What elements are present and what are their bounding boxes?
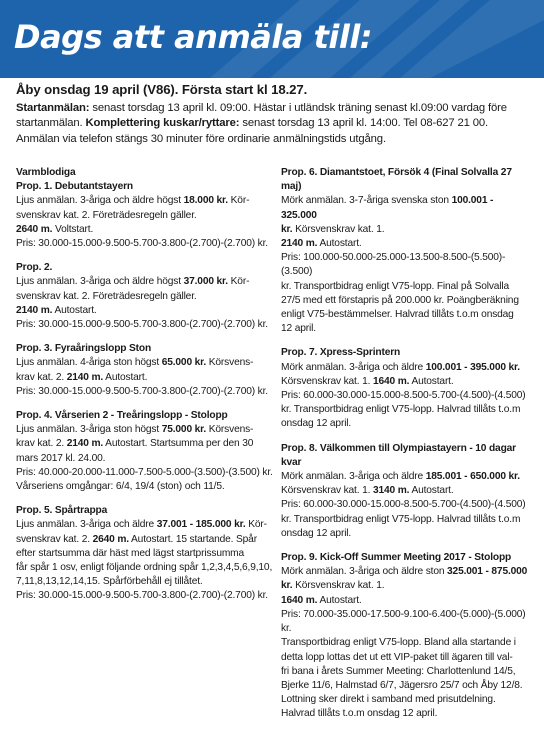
prop-line xyxy=(16,223,274,237)
intro-block xyxy=(16,82,532,147)
prop-line-pre: mars 2017 kl. 24.00. xyxy=(16,452,106,464)
prop-line xyxy=(281,194,531,222)
prop-line-pre: Pris: 30.000-15.000-9.500-5.700-3.800-(2.700)-(2.700) kr. xyxy=(16,385,268,397)
prop-title: Prop. 5. Spårtrappa xyxy=(16,505,108,517)
prop-line-pre: Ljus anmälan. 3-åriga och äldre xyxy=(16,519,157,531)
prop-line xyxy=(16,533,274,547)
prop-line xyxy=(16,209,274,223)
prop-line-bold: kr. xyxy=(281,223,293,235)
prop-title: Prop. 3. Fyraåringslopp Ston xyxy=(16,343,152,355)
race-headline: Åby onsdag 19 april (V86). Första start kl 18.27. xyxy=(16,82,308,97)
prop-line-post: Kör- xyxy=(227,195,250,207)
prop-line-pre: svenskrav kat. 2. xyxy=(16,533,93,545)
prop-line-post: Autostart. xyxy=(103,371,148,383)
prop-line xyxy=(16,437,274,451)
prop-line xyxy=(281,665,531,679)
intro-text xyxy=(16,101,532,147)
prop-title: Prop. 7. Xpress-Sprintern xyxy=(281,347,401,359)
prop-line-pre: Pris: 40.000-20.000-11.000-7.500-5.000-(3.500)-(3.500) kr. xyxy=(16,466,273,478)
prop-line-pre: kr. Transportbidrag enligt V75-lopp. Halvrad tillåts t.o.m xyxy=(281,513,521,525)
prop-line-post: Körsvenskrav kat. 1. xyxy=(292,223,385,235)
left-props xyxy=(16,180,274,603)
start-label: Startanmälan: xyxy=(16,102,90,114)
prop-line-pre: Ljus anmälan. 4-åriga ston högst xyxy=(16,357,162,369)
prop-line-pre: Mörk anmälan. 3-åriga och äldre xyxy=(281,361,426,373)
prop-line xyxy=(16,575,274,589)
race-proposition xyxy=(16,342,274,399)
prop-line-pre: Pris: 30.000-15.000-9.500-5.700-3.800-(2.700)-(2.700) kr. xyxy=(16,238,268,250)
prop-title: Prop. 9. Kick-Off Summer Meeting 2017 - Stolopp xyxy=(281,552,512,564)
prop-line xyxy=(281,579,531,593)
banner-title: Dags att anmäla till: xyxy=(14,18,373,56)
prop-line-bold: 65.000 kr. xyxy=(161,357,207,369)
prop-line-pre: Pris: 60.000-30.000-15.000-8.500-5.700-(4.500)-(4.500) xyxy=(281,499,526,511)
prop-line xyxy=(16,371,274,385)
prop-line-post: Autostart. xyxy=(409,375,454,387)
prop-line xyxy=(281,251,531,279)
prop-line-bold: 2640 m. xyxy=(92,533,129,545)
prop-line-pre: Pris: 100.000-50.000-25.000-13.500-8.500-(5.500)-(3.500) xyxy=(281,252,506,278)
prop-line-pre: Ljus anmälan. 3-åriga ston högst xyxy=(16,424,162,436)
prop-line-pre: Mörk anmälan. 3-7-åriga svenska ston xyxy=(281,195,452,207)
prop-line xyxy=(16,237,274,251)
prop-line-bold: 2140 m. xyxy=(281,238,318,250)
prop-line xyxy=(281,679,531,693)
prop-line xyxy=(16,561,274,575)
prop-line xyxy=(281,498,531,512)
prop-line xyxy=(281,484,531,498)
prop-line xyxy=(16,385,274,399)
prop-line-bold: 2640 m. xyxy=(16,223,53,235)
prop-line-post: Autostart. xyxy=(317,594,362,606)
start-text: senast torsdag 13 april kl. 09:00. Hästar i utländsk träning senast kl.09:00 vardag före startanmälan. xyxy=(16,102,507,130)
prop-line-pre: Bjerke 11/6, Halmstad 6/7, Jägersro 25/7 och Åby 12/8. xyxy=(281,679,523,691)
prop-line-pre: Lottning sker direkt i samband med prisutdelning. xyxy=(281,694,496,706)
title-banner xyxy=(0,0,544,78)
prop-line-pre: 27/5 med ett förstapris på 200.000 kr. Poängberäkning xyxy=(281,294,519,306)
prop-line xyxy=(281,417,531,431)
prop-line xyxy=(281,322,531,336)
prop-line xyxy=(281,651,531,665)
race-proposition xyxy=(281,442,531,541)
prop-title: Prop. 1. Debutantstayern xyxy=(16,181,133,193)
prop-line xyxy=(281,389,531,403)
prop-line xyxy=(281,693,531,707)
race-proposition xyxy=(281,166,531,336)
prop-line-pre: krav kat. 2. xyxy=(16,371,67,383)
prop-line xyxy=(281,565,531,579)
prop-title: Prop. 6. Diamantstoet, Försök 4 (Final Solvalla 27 maj) xyxy=(281,167,512,193)
prop-line-pre: enligt V75-bestämmelser. Halvrad tillåts t.o.m onsdag xyxy=(281,309,514,321)
prop-line-bold: 2140 m. xyxy=(66,371,104,383)
prop-line-bold: 2140 m. xyxy=(16,304,53,316)
prop-line xyxy=(281,308,531,322)
prop-line-bold: 3140 m. xyxy=(372,485,410,497)
prop-line xyxy=(16,194,274,208)
prop-line-bold: 100.001 - 395.000 kr. xyxy=(425,361,520,373)
prop-line-pre: Mörk anmälan. 3-åriga och äldre xyxy=(281,471,426,483)
prop-line-bold: 185.001 - 650.000 kr. xyxy=(425,471,520,483)
race-proposition xyxy=(281,346,531,431)
prop-title: Prop. 2. xyxy=(16,262,53,274)
prop-line-post: Körsvens- xyxy=(206,424,254,436)
prop-line xyxy=(281,361,531,375)
prop-line xyxy=(16,290,274,304)
komp-label: Komplettering kuskar/ryttare: xyxy=(85,117,240,130)
prop-line xyxy=(281,707,531,721)
prop-line-post: Autostart. 15 startande. Spår xyxy=(128,533,257,545)
prop-line xyxy=(16,318,274,332)
prop-line-bold: 1640 m. xyxy=(281,594,318,606)
prop-line xyxy=(281,470,531,484)
race-proposition xyxy=(16,409,274,494)
race-proposition xyxy=(16,504,274,603)
prop-line-bold: 325.001 - 875.000 xyxy=(447,566,528,578)
prop-line xyxy=(281,527,531,541)
prop-line-pre: Mörk anmälan. 3-åriga och äldre ston xyxy=(281,566,448,578)
right-props xyxy=(281,166,531,722)
prop-line xyxy=(16,466,274,480)
race-proposition xyxy=(16,180,274,251)
prop-line xyxy=(16,480,274,494)
komp-text: senast torsdag 13 april kl. 14:00. Tel 08-627 21 00. Anmälan via telefon stängs 30 minuter före ordinarie anmälningstids utgång. xyxy=(16,117,489,145)
right-column xyxy=(281,166,531,732)
prop-line-pre: Körsvenskrav kat. 1. xyxy=(281,485,373,497)
prop-line xyxy=(281,636,531,650)
prop-title: Prop. 8. Välkommen till Olympiastayern - 10 dagar kvar xyxy=(281,442,516,468)
prop-line xyxy=(281,403,531,417)
prop-line-bold: 37.001 - 185.000 kr. xyxy=(156,519,246,531)
prop-line-pre: detta lopp lottas det ut ett VIP-paket till ägaren till val- xyxy=(281,651,513,663)
prop-line-pre: svenskrav kat. 2. Företrädesregeln gäller. xyxy=(16,290,197,302)
prop-line xyxy=(16,518,274,532)
prop-line xyxy=(16,423,274,437)
prop-line xyxy=(16,304,274,318)
prop-line xyxy=(281,294,531,308)
prop-line-post: Autostart. xyxy=(52,304,97,316)
prop-line-post: Voltstart. xyxy=(52,223,94,235)
prop-line xyxy=(16,589,274,603)
prop-line xyxy=(281,513,531,527)
prop-line xyxy=(281,594,531,608)
prop-line-pre: kr. Transportbidrag enligt V75-lopp. Final på Solvalla xyxy=(281,280,510,292)
prop-line-pre: Pris: 30.000-15.000-9.500-5.700-3.800-(2.700)-(2.700) kr. xyxy=(16,590,268,602)
prop-line-pre: Ljus anmälan. 3-åriga och äldre högst xyxy=(16,195,184,207)
prop-line-pre: 7,11,8,13,12,14,15. Spårförbehåll ej tillåtet. xyxy=(16,576,203,588)
prop-line-pre: Pris: 30.000-15.000-9.500-5.700-3.800-(2.700)-(2.700) kr. xyxy=(16,319,268,331)
section-heading: Varmblodiga xyxy=(16,167,76,178)
prop-line xyxy=(281,375,531,389)
prop-line-pre: Pris: 70.000-35.000-17.500-9.100-6.400-(5.000)-(5.000) kr. xyxy=(281,608,526,635)
prop-line-bold: 2140 m. xyxy=(66,438,104,450)
prop-line-post: Autostart. Startsumma per den 30 xyxy=(103,438,254,450)
prop-line-bold: 100.001 - 325.000 xyxy=(281,195,494,221)
prop-line-pre: Körsvenskrav kat. 1. xyxy=(281,375,373,387)
prop-line xyxy=(16,356,274,370)
prop-line-bold: 1640 m. xyxy=(372,375,410,387)
prop-line-pre: 12 april. xyxy=(281,323,316,335)
prop-line-pre: fri bana i årets Summer Meeting: Charlottenlund 14/5, xyxy=(281,665,516,677)
race-proposition xyxy=(16,261,274,332)
left-column xyxy=(16,166,274,614)
prop-line-post: Körsvenskrav kat. 1. xyxy=(292,580,385,592)
prop-line xyxy=(16,547,274,561)
prop-line-pre: får spår 1 osv, enligt följande ordning spår 1,2,3,4,5,6,9,10, xyxy=(16,562,273,574)
prop-line-bold: 18.000 kr. xyxy=(183,195,228,207)
prop-line xyxy=(281,237,531,251)
prop-line-bold: 75.000 kr. xyxy=(161,424,207,436)
prop-line-post: Kör- xyxy=(227,276,250,288)
prop-line xyxy=(16,452,274,466)
prop-line-pre: krav kat. 2. xyxy=(16,438,67,450)
prop-line-pre: Ljus anmälan. 3-åriga och äldre högst xyxy=(16,276,184,288)
prop-line-bold: kr. xyxy=(281,580,293,592)
prop-line xyxy=(281,223,531,237)
prop-line-pre: svenskrav kat. 2. Företrädesregeln gäller. xyxy=(16,209,197,221)
prop-line-pre: onsdag 12 april. xyxy=(281,527,352,539)
prop-line-pre: kr. Transportbidrag enligt V75-lopp. Halvrad tillåts t.o.m xyxy=(281,404,521,416)
prop-line-pre: Transportbidrag enligt V75-lopp. Bland alla startande i xyxy=(281,637,516,649)
prop-line xyxy=(281,608,531,636)
prop-line-bold: 37.000 kr. xyxy=(183,276,228,288)
prop-line-pre: onsdag 12 april. xyxy=(281,418,352,430)
prop-line-post: Kör- xyxy=(245,519,267,531)
prop-line-pre: Pris: 60.000-30.000-15.000-8.500-5.700-(4.500)-(4.500) xyxy=(281,390,526,402)
prop-line xyxy=(281,280,531,294)
prop-line-post: Körsvens- xyxy=(206,357,254,369)
prop-title: Prop. 4. Vårserien 2 - Treåringslopp - Stolopp xyxy=(16,410,228,422)
prop-line-pre: Vårseriens omgångar: 6/4, 19/4 (ston) och 11/5. xyxy=(16,481,225,493)
prop-line-pre: efter startsumma där häst med lägst startprissumma xyxy=(16,547,245,559)
prop-line-pre: Halvrad tillåts t.o.m onsdag 12 april. xyxy=(281,708,438,720)
prop-line-post: Autostart. xyxy=(409,485,454,497)
prop-line-post: Autostart. xyxy=(317,238,362,250)
prop-line xyxy=(16,275,274,289)
race-proposition xyxy=(281,551,531,721)
